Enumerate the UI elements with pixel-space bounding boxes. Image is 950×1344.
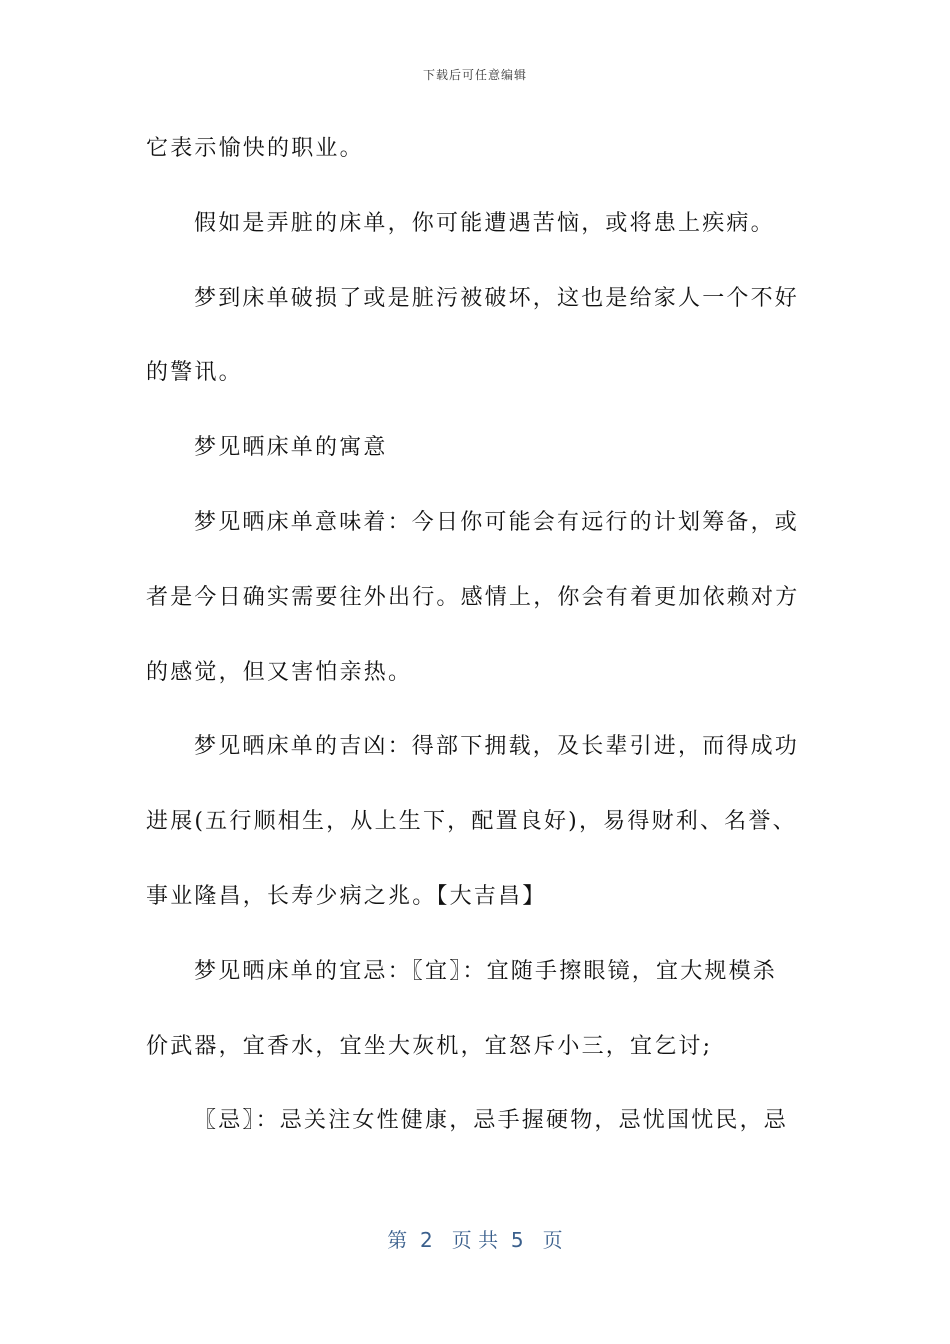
text-line: 假如是弄脏的床单，你可能遭遇苦恼，或将患上疾病。 <box>194 210 775 236</box>
section-heading: 梦见晒床单的寓意 <box>194 435 388 461</box>
page-number-footer: 第 2 页 共 5 页 <box>387 1228 563 1252</box>
text-line: 梦见晒床单的宜忌：〖宜〗：宜随手擦眼镜，宜大规模杀 <box>194 958 778 984</box>
text-line: 的警讯。 <box>146 360 243 386</box>
text-line: 者是今日确实需要往外出行。感情上，你会有着更加依赖对方 <box>146 584 800 610</box>
text-line: 它表示愉快的职业。 <box>146 136 364 161</box>
text-line: 进展(五行顺相生，从上生下，配置良好)，易得财利、名誉、 <box>146 809 797 835</box>
text-line: 价武器，宜香水，宜坐大灰机，宜怒斥小三，宜乞讨; <box>146 1033 713 1059</box>
text-line: 〖忌〗：忌关注女性健康，忌手握硬物，忌忧国忧民，忌 <box>194 1108 789 1134</box>
page-header-note: 下载后可任意编辑 <box>422 68 527 82</box>
text-line: 梦见晒床单的吉凶：得部下拥载，及长辈引进，而得成功 <box>194 734 800 760</box>
text-line: 的感觉，但又害怕亲热。 <box>146 659 413 685</box>
text-line: 梦到床单破损了或是脏污被破坏，这也是给家人一个不好 <box>194 285 800 311</box>
text-line: 梦见晒床单意味着：今日你可能会有远行的计划筹备，或 <box>194 509 800 535</box>
text-line: 事业隆昌，长寿少病之兆。【大吉昌】 <box>146 883 547 909</box>
document-body <box>146 112 800 1159</box>
